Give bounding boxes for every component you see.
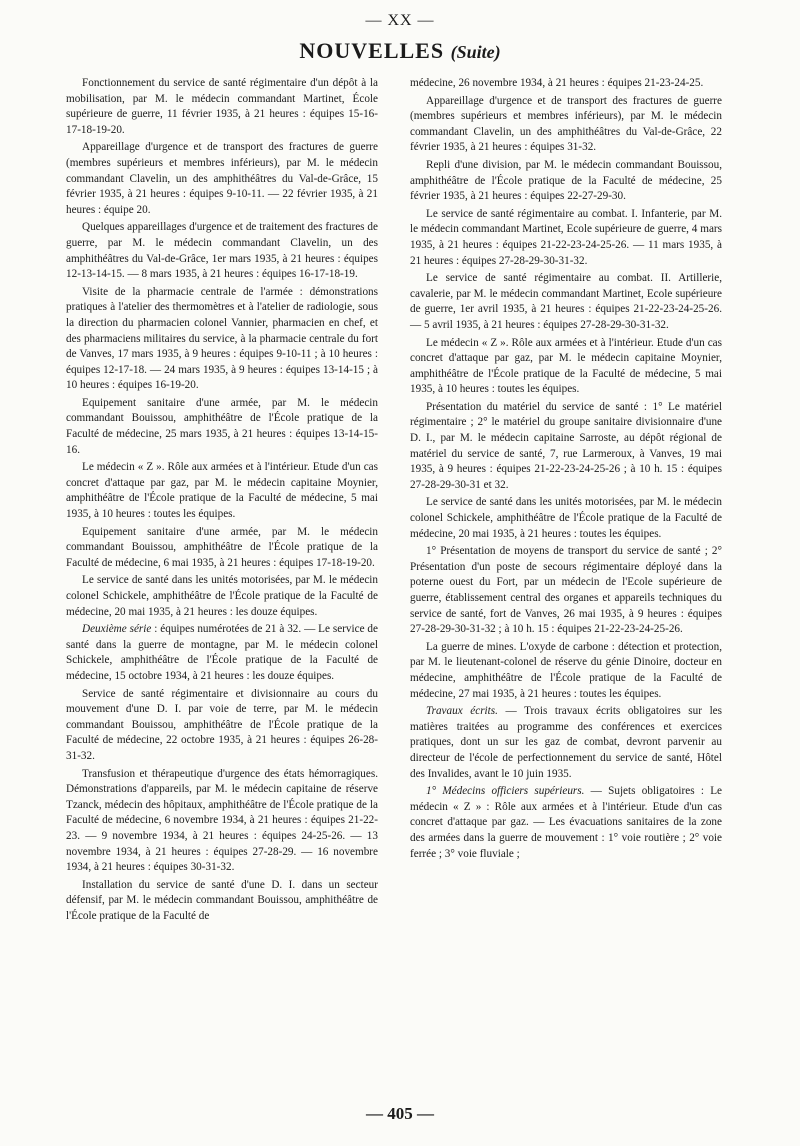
title-suffix: (Suite) (450, 42, 501, 62)
medecins-paragraph (410, 784, 722, 862)
paragraph: Visite de la pharmacie centrale de l'armée : démonstrations pratiques à l'atelier des thermomètres et à l'atelier de radiologie, sous la direction du pharmacien colonel Vannier, pharmacien en chef, et des pharmaciens militaires du service, à la pharmacie centrale du fort de Vanves, 17 mars 1935, à 9 heures : équipes 9-10-11 ; à 10 heures : équipes 12-17-18. — 24 mars 1935, à 9 heures : équipes 13-14-15 ; à 10 heures : équipes 16-19-20. (66, 285, 378, 392)
medecins-text: — Sujets obligatoires : Le médecin « Z » : Rôle aux armées et à l'intérieur. Etude d'un cas concret d'attaque par gaz. — Les évacuations sanitaires de la zone des armées dans la guerre de mouvement : 1° voie routière ; 2° voie ferrée ; 3° voie fluviale ; (410, 785, 722, 860)
paragraph: Fonctionnement du service de santé régimentaire d'un dépôt à la mobilisation, par M. le médecin commandant Martinet, École supérieure de guerre, 11 février 1935, à 21 heures : équipes 15-16-17-18-19-20. (66, 77, 378, 136)
series-paragraph (66, 622, 378, 684)
paragraph: Le médecin « Z ». Rôle aux armées et à l'intérieur. Etude d'un cas concret d'attaque par gaz, par M. le médecin capitaine Moynier, amphithéâtre de l'École pratique de la Faculté de médecine, 5 mai 1935, à 10 heures : toutes les équipes. (410, 336, 722, 396)
paragraph: Présentation du matériel du service de santé : 1° Le matériel régimentaire ; 2° le matériel du groupe sanitaire divisionnaire d'une D. I., par M. le médecin capitaine Sarroste, au dépôt régional de matériel du service de santé, 7, rue Larmeroux, à Vanves, 19 mai 1935, à 9 heures : équipes 21-22-23-24-25-26 ; à 10 h. 15 : équipes 27-28-29-30-31 et 32. (410, 400, 722, 491)
travaux-text: — Trois travaux écrits obligatoires sur les matières traitées au programme des conférences et exercices pratiques, dont un sur les gaz de combat, devront parvenir au directeur de l'école de perfectionnement du service de santé, Hôtel des Invalides, avant le 10 juin 1935. (410, 705, 722, 780)
paragraph: Le service de santé régimentaire au combat. I. Infanterie, par M. le médecin commandant Martinet, Ecole supérieure de guerre, 4 mars 1935, à 21 heures : équipes 21-22-23-24-25-26. — 11 mars 1935, à 21 heures : équipes 27-28-29-30-31-32. (410, 207, 722, 267)
right-column (410, 76, 722, 864)
paragraph: Quelques appareillages d'urgence et de traitement des fractures de guerre, par M. le médecin commandant Clavelin, un des amphithéâtres du Val-de-Grâce, 1er mars 1935, à 21 heures : équipes 12-13-14-15. — 8 mars 1935, à 21 heures : équipes 16-17-18-19. (66, 221, 378, 281)
paragraph: Equipement sanitaire d'une armée, par M. le médecin commandant Bouissou, amphithéâtre de l'École pratique de la Faculté de médecine, 25 mars 1935, à 21 heures : équipes 13-14-15-16. (66, 396, 378, 456)
series-text: : équipes numérotées de 21 à 32. — Le service de santé dans la guerre de montagne, par M. le médecin colonel Schickele, amphithéâtre de l'École pratique de la Faculté de médecine, 15 octobre 1934, à 21 heures : les douze équipes. (66, 623, 378, 682)
paragraph: 1° Présentation de moyens de transport du service de santé ; 2° Présentation d'un poste de secours régimentaire déployé dans la poterne ouest du Fort, par un médecin de l'Ecole supérieure de guerre, établissement central des organes et appareils techniques du service de santé, fort de Vanves, 26 mai 1935, à 9 heures : équipes 27-28-29-30-31-32 ; à 10 h. 15 : équipes 21-22-23-24-25-26. (410, 545, 722, 636)
title-text: NOUVELLES (299, 38, 445, 63)
left-column (66, 76, 378, 926)
page-number: — 405 — (366, 1104, 434, 1123)
travaux-paragraph (410, 704, 722, 782)
paragraph: Le médecin « Z ». Rôle aux armées et à l'intérieur. Etude d'un cas concret d'attaque par gaz, par M. le médecin capitaine Moynier, amphithéâtre de l'École pratique de la Faculté de médecine, 5 mai 1935, à 10 heures : toutes les équipes. (66, 461, 378, 521)
paragraph: Le service de santé dans les unités motorisées, par M. le médecin colonel Schickele, amphithéâtre de l'École pratique de la Faculté de médecine, 20 mai 1935, à 21 heures : les douze équipes. (66, 574, 378, 618)
running-head: — XX — (365, 12, 435, 29)
paragraph: Installation du service de santé d'une D. I. dans un secteur défensif, par M. le médecin commandant Bouissou, amphithéâtre de l'École pratique de la Faculté de (66, 878, 378, 922)
paragraph: Le service de santé dans les unités motorisées, par M. le médecin colonel Schickele, amphithéâtre de l'École pratique de la Faculté de médecine, 20 mai 1935, à 21 heures : toutes les équipes. (410, 496, 722, 540)
paragraph-continuation: médecine, 26 novembre 1934, à 21 heures : équipes 21-23-24-25. (410, 77, 704, 89)
paragraph: La guerre de mines. L'oxyde de carbone : détection et protection, par M. le lieutenant-colonel de réserve du génie Dinoire, docteur en médecine, amphithéâtre de l'École pratique de la Faculté de médecine, 27 mai 1935, à 21 heures : toutes les équipes. (410, 640, 722, 700)
medecins-label: 1° Médecins officiers supérieurs. (426, 785, 585, 798)
paragraph: Transfusion et thérapeutique d'urgence des états hémorragiques. Démonstrations d'appareils, par M. le médecin capitaine de réserve Tzanck, médecin des hôpitaux, amphithéâtre de l'École pratique de la Faculté de médecine, 6 novembre 1934, à 21 heures : équipes 21-22-23. — 9 novembre 1934, à 21 heures : équipes 24-25-26. — 13 novembre 1934, à 21 heures : équipes 27-28-29. — 16 novembre 1934, à 21 heures : équipes 30-31-32. (66, 767, 378, 874)
paragraph: Appareillage d'urgence et de transport des fractures de guerre (membres supérieurs et membres inférieurs), par M. le médecin commandant Clavelin, un des amphithéâtres du Val-de-Grâce, 22 février 1935, à 21 heures : équipes 31-32. (410, 94, 722, 154)
paragraph: Appareillage d'urgence et de transport des fractures de guerre (membres supérieurs et membres inférieurs), par M. le médecin commandant Clavelin, un des amphithéâtres du Val-de-Grâce, 15 février 1935, à 21 heures : équipes 9-10-11. — 22 février 1935, à 21 heures : équipe 20. (66, 141, 378, 216)
page-title (0, 38, 800, 64)
paragraph: Le service de santé régimentaire au combat. II. Artillerie, cavalerie, par M. le médecin commandant Martinet, Ecole supérieure de guerre, 1er avril 1935, à 21 heures : équipes 21-22-23-24-25-26. — 5 avril 1935, à 21 heures : équipes 27-28-29-30-31-32. (410, 272, 722, 331)
paragraph: Service de santé régimentaire et divisionnaire au cours du mouvement d'une D. I. par voie de terre, par M. le médecin commandant Bouissou, amphithéâtre de l'École pratique de la Faculté de médecine, 22 octobre 1935, à 21 heures : équipes 26-28-31-32. (66, 687, 378, 762)
travaux-label: Travaux écrits. (426, 705, 498, 718)
series-label: Deuxième série (82, 623, 152, 636)
paragraph: Repli d'une division, par M. le médecin commandant Bouissou, amphithéâtre de l'École pratique de la Faculté de médecine, 25 février 1935, à 21 heures : équipes 22-27-29-30. (410, 158, 722, 203)
paragraph: Equipement sanitaire d'une armée, par M. le médecin commandant Bouissou, amphithéâtre de l'École pratique de la Faculté de médecine, 6 mai 1935, à 21 heures : équipes 17-18-19-20. (66, 525, 378, 569)
